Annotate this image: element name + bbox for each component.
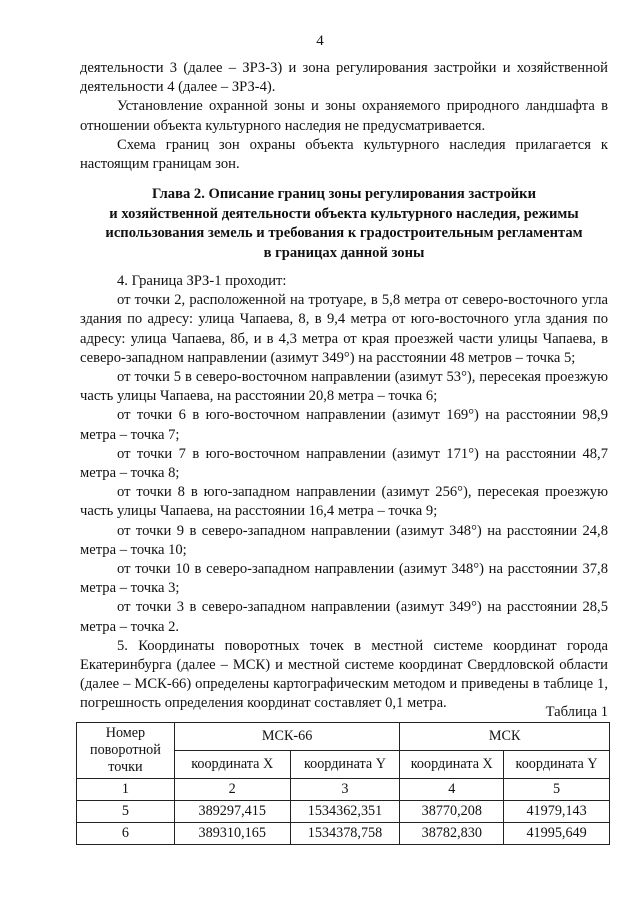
paragraph: от точки 9 в северо-западном направлении (азимут 348°) на расстоянии 24,8 метра – точка 10; xyxy=(80,522,608,558)
paragraph: деятельности 3 (далее – ЗРЗ-3) и зона регулирования застройки и хозяйственной деятельности 4 (далее – ЗРЗ-4). xyxy=(80,60,608,96)
table-cell: 6 xyxy=(77,823,175,845)
heading-line: в границах данной зоны xyxy=(263,244,425,261)
page-number: 4 xyxy=(316,33,324,49)
paragraph: 5. Координаты поворотных точек в местной системе координат города Екатеринбурга (далее – МСК) и местной системе координат Свердловской области (далее – МСК-66) определены картографическим методом и приведены в таблице 1, погрешность определения координат составляет 0,1 метра. xyxy=(80,637,608,712)
column-number: 1 xyxy=(77,779,175,801)
table-cell: 1534378,758 xyxy=(290,823,400,845)
column-number: 5 xyxy=(504,779,610,801)
header-y: координата Y xyxy=(290,751,400,779)
header-x: координата X xyxy=(174,751,290,779)
paragraph: от точки 7 в юго-восточном направлении (азимут 171°) на расстоянии 48,7 метра – точка 8; xyxy=(80,445,608,482)
table-cell: 38770,208 xyxy=(400,801,504,823)
table-row xyxy=(77,779,610,801)
header-msk: МСК xyxy=(400,723,610,751)
paragraph: 4. Граница ЗРЗ-1 проходит: xyxy=(117,273,287,289)
header-y: координата Y xyxy=(504,751,610,779)
table-row xyxy=(77,823,610,845)
paragraph: от точки 6 в юго-восточном направлении (азимут 169°) на расстоянии 98,9 метра – точка 7; xyxy=(80,407,608,443)
header-x: координата X xyxy=(400,751,504,779)
table-cell: 1534362,351 xyxy=(290,801,400,823)
paragraph: от точки 10 в северо-западном направлении (азимут 348°) на расстоянии 37,8 метра – точка 3; xyxy=(80,561,608,597)
coordinates-table xyxy=(76,722,610,845)
chapter-heading xyxy=(80,185,608,263)
table-row xyxy=(77,801,610,823)
paragraph: от точки 3 в северо-западном направлении (азимут 349°) на расстоянии 28,5 метра – точка 2. xyxy=(80,599,608,635)
paragraph: от точки 5 в северо-восточном направлении (азимут 53°), пересекая проезжую часть улицы Чапаева, на расстоянии 20,8 метра – точка 6; xyxy=(80,369,608,405)
table-cell: 389297,415 xyxy=(174,801,290,823)
heading-line: Глава 2. Описание границ зоны регулирования застройки xyxy=(151,186,536,202)
table-cell: 38782,830 xyxy=(400,823,504,845)
paragraph: от точки 8 в юго-западном направлении (азимут 256°), пересекая проезжую часть улицы Чапаева, на расстоянии 16,4 метра – точка 9; xyxy=(80,484,608,520)
table-cell: 5 xyxy=(77,801,175,823)
paragraph: от точки 2, расположенной на тротуаре, в 5,8 метра от северо-восточного угла здания по адресу: улица Чапаева, 8, в 9,4 метра от юго-восточного угла здания по адресу: улица Чапаева, 8б, и в 4,3 метра от края проезжей части улицы Чапаева, в северо-западном направлении (азимут 349°) на расстоянии 48 метров – точка 5; xyxy=(80,292,608,366)
table-cell: 41979,143 xyxy=(504,801,610,823)
header-msk66: МСК-66 xyxy=(174,723,400,751)
table-caption: Таблица 1 xyxy=(545,704,608,720)
boundary-description xyxy=(80,272,608,714)
heading-line: использования земель и требования к градостроительным регламентам xyxy=(105,225,583,241)
paragraph: Установление охранной зоны и зоны охраняемого природного ландшафта в отношении объекта культурного наследия не предусматривается. xyxy=(80,98,608,134)
paragraph: Схема границ зон охраны объекта культурного наследия прилагается к настоящим границам зон. xyxy=(80,136,608,173)
column-number: 2 xyxy=(174,779,290,801)
header-point-number: Номер поворотной точки xyxy=(77,723,175,779)
column-number: 3 xyxy=(290,779,400,801)
heading-line: и хозяйственной деятельности объекта культурного наследия, режимы xyxy=(109,205,579,222)
intro-section xyxy=(80,59,608,174)
table-cell: 41995,649 xyxy=(504,823,610,845)
table-cell: 389310,165 xyxy=(174,823,290,845)
column-number: 4 xyxy=(400,779,504,801)
